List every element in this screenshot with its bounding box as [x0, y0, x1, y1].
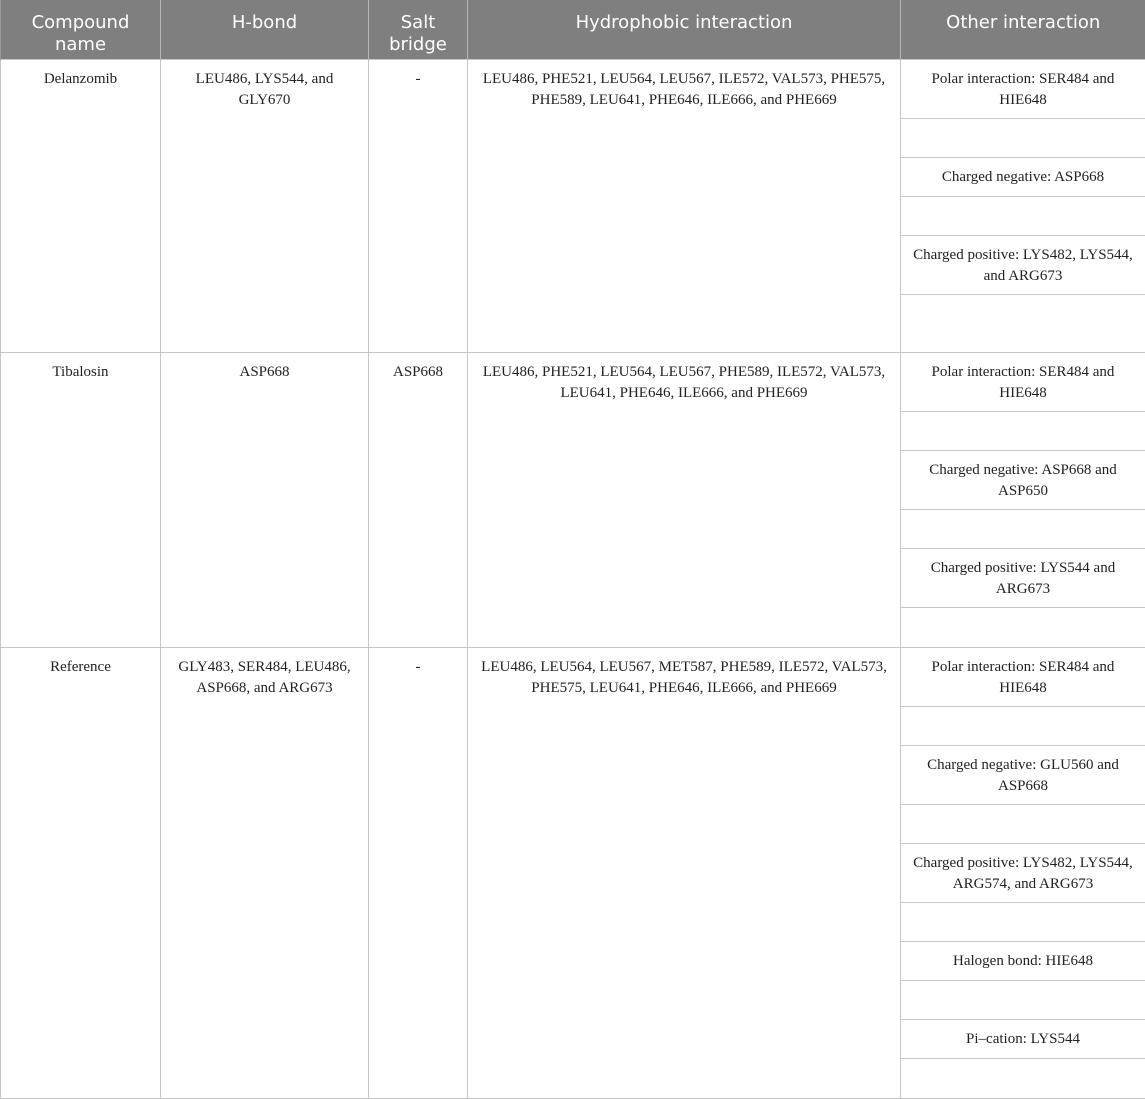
table-row [1, 647, 1145, 1098]
other-interaction-spacer [901, 412, 1145, 451]
other-interaction-item: Charged negative: ASP668 [901, 158, 1145, 197]
table-row [1, 59, 1145, 352]
compound-cell: Reference [1, 647, 161, 1098]
compound-cell: Tibalosin [1, 352, 161, 647]
other-interaction-item: Charged positive: LYS544 and ARG673 [901, 549, 1145, 608]
hydrophobic-cell: LEU486, LEU564, LEU567, MET587, PHE589, ILE572, VAL573, PHE575, LEU641, PHE646, ILE666, and PHE669 [468, 647, 901, 1098]
other-interaction-cell [901, 59, 1145, 352]
table-row [1, 352, 1145, 647]
other-interaction-spacer [901, 1059, 1145, 1098]
other-interaction-spacer [901, 707, 1145, 746]
other-interaction-item: Charged positive: LYS482, LYS544, and ARG673 [901, 236, 1145, 295]
table-header [1, 0, 1145, 59]
header-row [1, 0, 1145, 59]
salt-bridge-cell: - [369, 647, 468, 1098]
other-interaction-cell [901, 352, 1145, 647]
hydrophobic-cell: LEU486, PHE521, LEU564, LEU567, ILE572, VAL573, PHE575, PHE589, LEU641, PHE646, ILE666, and PHE669 [468, 59, 901, 352]
other-interaction-item: Charged negative: GLU560 and ASP668 [901, 746, 1145, 805]
other-interaction-item: Polar interaction: SER484 and HIE648 [901, 648, 1145, 707]
other-interaction-spacer [901, 119, 1145, 158]
h-bond-cell: ASP668 [161, 352, 369, 647]
h-bond-cell: LEU486, LYS544, and GLY670 [161, 59, 369, 352]
salt-bridge-cell: - [369, 59, 468, 352]
header-compound-name: Compound name [1, 0, 161, 59]
header-other-interaction: Other interaction [901, 0, 1145, 59]
other-interaction-spacer [901, 608, 1145, 647]
other-interaction-spacer [901, 981, 1145, 1020]
header-salt-bridge: Salt bridge [369, 0, 468, 59]
other-interaction-cell [901, 647, 1145, 1098]
other-interaction-spacer [901, 197, 1145, 236]
salt-bridge-cell: ASP668 [369, 352, 468, 647]
other-interaction-item: Polar interaction: SER484 and HIE648 [901, 60, 1145, 119]
other-interaction-item: Charged negative: ASP668 and ASP650 [901, 451, 1145, 510]
other-interaction-spacer [901, 510, 1145, 549]
header-hydrophobic-interaction: Hydrophobic interaction [468, 0, 901, 59]
h-bond-cell: GLY483, SER484, LEU486, ASP668, and ARG673 [161, 647, 369, 1098]
other-interaction-item: Pi–cation: LYS544 [901, 1020, 1145, 1059]
hydrophobic-cell: LEU486, PHE521, LEU564, LEU567, PHE589, ILE572, VAL573, LEU641, PHE646, ILE666, and PHE669 [468, 352, 901, 647]
other-interaction-spacer [901, 295, 1145, 334]
compound-cell: Delanzomib [1, 59, 161, 352]
other-interaction-spacer [901, 805, 1145, 844]
other-interaction-item: Charged positive: LYS482, LYS544, ARG574, and ARG673 [901, 844, 1145, 903]
header-h-bond: H-bond [161, 0, 369, 59]
other-interaction-item: Polar interaction: SER484 and HIE648 [901, 353, 1145, 412]
table-body [1, 59, 1145, 1098]
other-interaction-spacer [901, 903, 1145, 942]
other-interaction-item: Halogen bond: HIE648 [901, 942, 1145, 981]
